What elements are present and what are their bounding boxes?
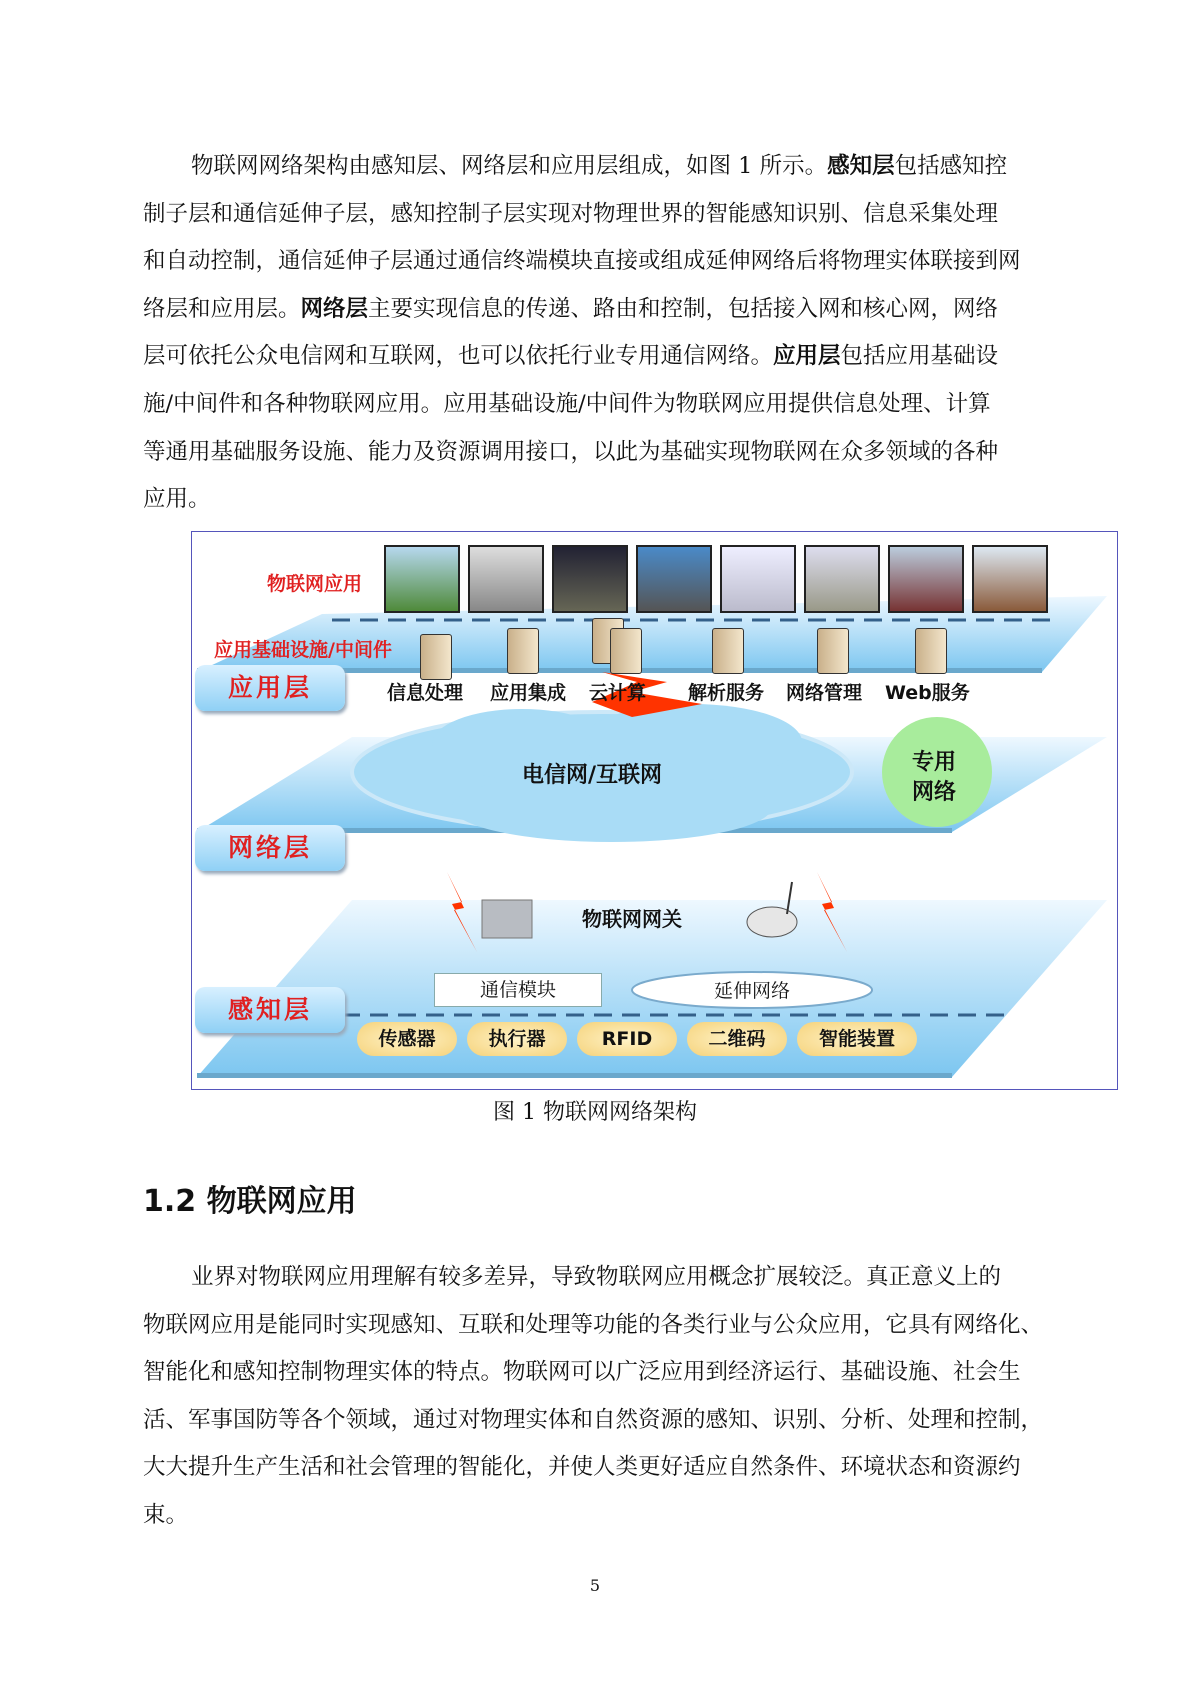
service-label: 网络管理 (786, 682, 863, 704)
service-label: 信息处理 (387, 682, 464, 704)
perception-layer-tab: 感知层 (195, 987, 345, 1033)
text-run: 制子层和通信延伸子层，感知控制子层实现对物理世界的智能感知识别、信息采集处理 (143, 200, 999, 227)
middleware-label: 应用基础设施/中间件 (214, 639, 392, 661)
service-label: 云计算 (589, 682, 647, 704)
text-line (143, 333, 1073, 381)
service-label: 应用集成 (490, 682, 567, 704)
text-line (143, 1254, 1073, 1302)
private-network-label: 专用 (912, 750, 957, 775)
text-line (143, 476, 1073, 524)
app-photo-mobile (720, 545, 796, 613)
network-layer-tab: 网络层 (195, 825, 345, 871)
server-icon (610, 628, 642, 674)
iot-architecture-figure (191, 531, 1118, 1090)
app-photo-smart-home (804, 545, 880, 613)
comm-module-box: 通信模块 (434, 973, 602, 1007)
figure-caption: 图 1 物联网网络架构 (493, 1100, 697, 1125)
device-pill: 传感器 (357, 1022, 457, 1056)
text-line (143, 143, 1073, 191)
text-line (143, 191, 1073, 239)
app-photo-agriculture (384, 545, 460, 613)
text-line (143, 286, 1073, 334)
text-line (143, 1349, 1073, 1397)
wireless-router-icon (747, 907, 797, 937)
text-run: 应用。 (143, 486, 211, 513)
text-run: 等通用基础服务设施、能力及资源调用接口，以此为基础实现物联网在众多领域的各种 (143, 438, 999, 465)
text-run: 络层和应用层。 (143, 295, 301, 322)
text-run: 智能化和感知控制物理实体的特点。物联网可以广泛应用到经济运行、基础设施、社会生 (143, 1359, 1021, 1386)
text-line (143, 1492, 1073, 1540)
text-run: 活、军事国防等各个领域，通过对物理实体和自然资源的感知、识别、分析、处理和控制， (143, 1406, 1044, 1433)
section-heading: 1.2 物联网应用 (143, 1184, 357, 1219)
bold-term: 感知层 (827, 153, 895, 179)
app-photo-weather-station (972, 545, 1048, 613)
telecom-internet-label: 电信网/互联网 (522, 763, 663, 788)
iot-apps-label: 物联网应用 (267, 573, 363, 595)
app-photo-truck (888, 545, 964, 613)
text-run: 束。 (143, 1501, 189, 1528)
text-run: 层可依托公众电信网和互联网，也可以依托行业专用通信网络。 (143, 343, 774, 370)
applications-paragraph (143, 1254, 1073, 1540)
text-line (143, 1397, 1073, 1445)
app-photo-control-room (552, 545, 628, 613)
device-pill: 二维码 (687, 1022, 787, 1056)
device-pill: RFID (577, 1022, 677, 1056)
text-run: 物联网网络架构由感知层、网络层和应用层组成，如图 1 所示。 (191, 153, 828, 179)
extended-network-label: 延伸网络 (713, 980, 790, 1002)
service-label: Web服务 (885, 682, 970, 704)
bold-term: 应用层 (773, 343, 841, 370)
server-icon (420, 634, 452, 680)
app-photo-city (636, 545, 712, 613)
text-line (143, 429, 1073, 477)
text-run: 业界对物联网应用理解有较多差异，导致物联网应用概念扩展较泛。真正意义上的 (191, 1264, 1002, 1290)
service-label: 解析服务 (688, 682, 765, 704)
text-run: 施/中间件和各种物联网应用。应用基础设施/中间件为物联网应用提供信息处理、计算 (143, 390, 991, 417)
text-run: 大大提升生产生活和社会管理的智能化，并使人类更好适应自然条件、环境状态和资源约 (143, 1454, 1021, 1481)
device-pill: 执行器 (467, 1022, 567, 1056)
app-layer-tab: 应用层 (195, 665, 345, 711)
device-pill: 智能装置 (797, 1022, 917, 1056)
text-run: 包括应用基础设 (840, 343, 999, 370)
text-run: 包括感知控 (894, 153, 1008, 179)
server-icon (817, 628, 849, 674)
private-network-label: 网络 (912, 780, 957, 805)
bold-term: 网络层 (300, 295, 369, 322)
text-line (143, 1302, 1073, 1350)
page-number: 5 (589, 1576, 601, 1595)
text-run: 物联网应用是能同时实现感知、互联和处理等功能的各类行业与公众应用，它具有网络化、 (143, 1311, 1044, 1338)
gateway-label: 物联网网关 (582, 907, 682, 931)
text-run: 主要实现信息的传递、路由和控制，包括接入网和核心网，网络 (368, 295, 999, 322)
gateway-server-icon (482, 900, 532, 938)
text-line (143, 1444, 1073, 1492)
text-line (143, 238, 1073, 286)
server-icon (915, 628, 947, 674)
server-icon (712, 628, 744, 674)
text-line (143, 381, 1073, 429)
text-run: 和自动控制，通信延伸子层通过通信终端模块直接或组成延伸网络后将物理实体联接到网 (143, 248, 1021, 275)
app-photo-power-grid (468, 545, 544, 613)
server-icon (507, 628, 539, 674)
intro-paragraph (143, 143, 1073, 524)
